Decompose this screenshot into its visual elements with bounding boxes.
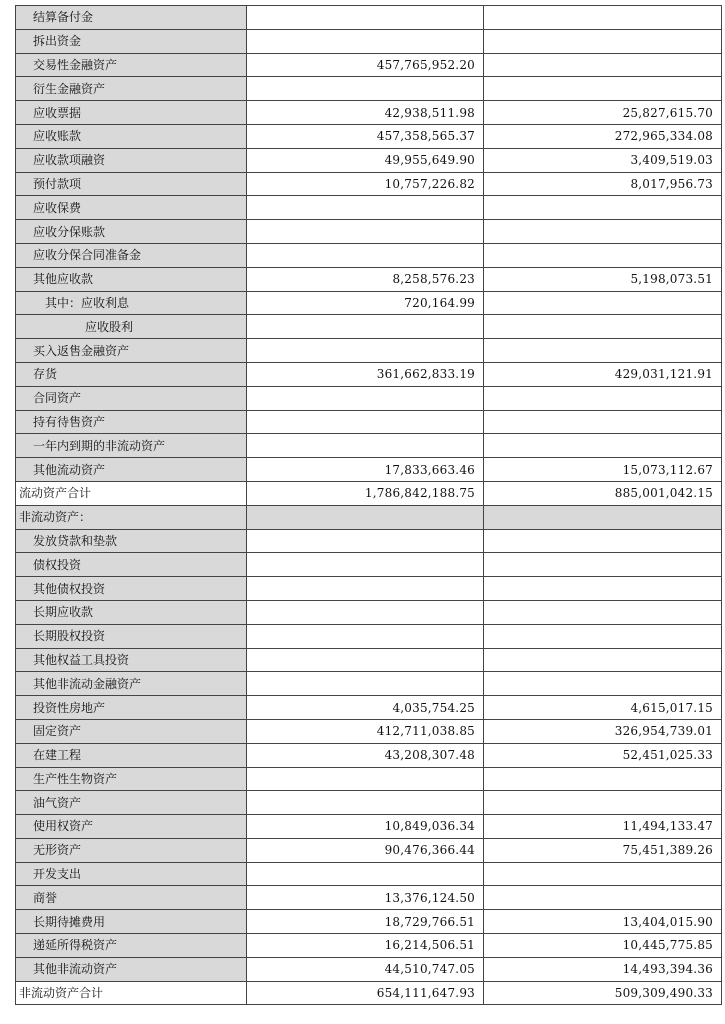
current-value: 10,757,226.82 bbox=[247, 172, 484, 196]
table-row bbox=[16, 672, 722, 696]
row-label: 预付款项 bbox=[16, 172, 247, 196]
table-row bbox=[16, 529, 722, 553]
table-row bbox=[16, 743, 722, 767]
current-value: 13,376,124.50 bbox=[247, 886, 484, 910]
current-value: 654,111,647.93 bbox=[247, 981, 484, 1005]
previous-value: 15,073,112.67 bbox=[484, 458, 722, 482]
row-label: 拆出资金 bbox=[16, 29, 247, 53]
previous-value: 3,409,519.03 bbox=[484, 148, 722, 172]
previous-value: 14,493,394.36 bbox=[484, 957, 722, 981]
table-row bbox=[16, 148, 722, 172]
table-row bbox=[16, 862, 722, 886]
row-label: 投资性房地产 bbox=[16, 696, 247, 720]
current-value: 361,662,833.19 bbox=[247, 362, 484, 386]
current-value bbox=[247, 529, 484, 553]
current-value: 90,476,366.44 bbox=[247, 838, 484, 862]
current-value bbox=[247, 6, 484, 30]
table-row bbox=[16, 815, 722, 839]
table-row bbox=[16, 77, 722, 101]
table-row bbox=[16, 767, 722, 791]
table-row bbox=[16, 838, 722, 862]
row-label: 合同资产 bbox=[16, 386, 247, 410]
row-label: 一年内到期的非流动资产 bbox=[16, 434, 247, 458]
row-label: 发放贷款和垫款 bbox=[16, 529, 247, 553]
table-row bbox=[16, 124, 722, 148]
previous-value: 11,494,133.47 bbox=[484, 815, 722, 839]
previous-value bbox=[484, 862, 722, 886]
table-row bbox=[16, 577, 722, 601]
row-label: 其他非流动资产 bbox=[16, 957, 247, 981]
current-value bbox=[247, 339, 484, 363]
previous-value bbox=[484, 243, 722, 267]
current-value: 1,786,842,188.75 bbox=[247, 481, 484, 505]
previous-value bbox=[484, 672, 722, 696]
previous-value: 509,309,490.33 bbox=[484, 981, 722, 1005]
section-header-row bbox=[16, 505, 722, 529]
current-value: 18,729,766.51 bbox=[247, 910, 484, 934]
table-row bbox=[16, 624, 722, 648]
table-row bbox=[16, 101, 722, 125]
previous-value bbox=[484, 53, 722, 77]
table-row bbox=[16, 886, 722, 910]
previous-value: 5,198,073.51 bbox=[484, 267, 722, 291]
row-label: 应收分保合同准备金 bbox=[16, 243, 247, 267]
row-label: 生产性生物资产 bbox=[16, 767, 247, 791]
previous-value: 13,404,015.90 bbox=[484, 910, 722, 934]
row-label: 其他流动资产 bbox=[16, 458, 247, 482]
previous-value bbox=[484, 315, 722, 339]
row-label: 无形资产 bbox=[16, 838, 247, 862]
row-label: 衍生金融资产 bbox=[16, 77, 247, 101]
previous-value: 4,615,017.15 bbox=[484, 696, 722, 720]
current-value bbox=[247, 315, 484, 339]
table-row bbox=[16, 243, 722, 267]
row-label: 其他债权投资 bbox=[16, 577, 247, 601]
table-row bbox=[16, 29, 722, 53]
previous-value bbox=[484, 291, 722, 315]
row-label: 持有待售资产 bbox=[16, 410, 247, 434]
row-label: 固定资产 bbox=[16, 719, 247, 743]
current-value bbox=[247, 386, 484, 410]
row-label: 买入返售金融资产 bbox=[16, 339, 247, 363]
current-value bbox=[247, 600, 484, 624]
row-label: 递延所得税资产 bbox=[16, 934, 247, 958]
table-row bbox=[16, 291, 722, 315]
table-row bbox=[16, 553, 722, 577]
table-row bbox=[16, 220, 722, 244]
previous-value bbox=[484, 196, 722, 220]
table-row bbox=[16, 53, 722, 77]
previous-value bbox=[484, 624, 722, 648]
row-label: 长期股权投资 bbox=[16, 624, 247, 648]
row-label: 应收股利 bbox=[16, 315, 247, 339]
current-value: 49,955,649.90 bbox=[247, 148, 484, 172]
previous-value: 10,445,775.85 bbox=[484, 934, 722, 958]
row-label: 油气资产 bbox=[16, 791, 247, 815]
previous-value bbox=[484, 505, 722, 529]
previous-value bbox=[484, 600, 722, 624]
previous-value: 429,031,121.91 bbox=[484, 362, 722, 386]
previous-value: 75,451,389.26 bbox=[484, 838, 722, 862]
row-label: 存货 bbox=[16, 362, 247, 386]
row-label: 债权投资 bbox=[16, 553, 247, 577]
previous-value bbox=[484, 29, 722, 53]
current-value bbox=[247, 624, 484, 648]
table-row bbox=[16, 600, 722, 624]
table-row bbox=[16, 648, 722, 672]
row-label: 应收保费 bbox=[16, 196, 247, 220]
current-value bbox=[247, 505, 484, 529]
current-value: 457,765,952.20 bbox=[247, 53, 484, 77]
current-value: 43,208,307.48 bbox=[247, 743, 484, 767]
previous-value: 326,954,739.01 bbox=[484, 719, 722, 743]
previous-value: 25,827,615.70 bbox=[484, 101, 722, 125]
table-row bbox=[16, 934, 722, 958]
row-label: 流动资产合计 bbox=[16, 481, 247, 505]
current-value bbox=[247, 672, 484, 696]
table-row bbox=[16, 6, 722, 30]
row-label: 应收款项融资 bbox=[16, 148, 247, 172]
current-value bbox=[247, 577, 484, 601]
row-label: 使用权资产 bbox=[16, 815, 247, 839]
current-value bbox=[247, 434, 484, 458]
table-row bbox=[16, 434, 722, 458]
row-label: 其他非流动金融资产 bbox=[16, 672, 247, 696]
current-value bbox=[247, 553, 484, 577]
balance-sheet-table bbox=[15, 5, 722, 1005]
table-row bbox=[16, 791, 722, 815]
current-value bbox=[247, 220, 484, 244]
current-value bbox=[247, 862, 484, 886]
previous-value: 8,017,956.73 bbox=[484, 172, 722, 196]
previous-value bbox=[484, 791, 722, 815]
previous-value bbox=[484, 410, 722, 434]
previous-value bbox=[484, 529, 722, 553]
row-label: 在建工程 bbox=[16, 743, 247, 767]
current-value bbox=[247, 243, 484, 267]
row-label: 其他权益工具投资 bbox=[16, 648, 247, 672]
previous-value bbox=[484, 886, 722, 910]
row-label: 长期待摊费用 bbox=[16, 910, 247, 934]
previous-value: 52,451,025.33 bbox=[484, 743, 722, 767]
current-value: 10,849,036.34 bbox=[247, 815, 484, 839]
previous-value bbox=[484, 6, 722, 30]
table-row bbox=[16, 386, 722, 410]
table-row bbox=[16, 267, 722, 291]
current-value bbox=[247, 410, 484, 434]
current-value: 16,214,506.51 bbox=[247, 934, 484, 958]
table-row bbox=[16, 458, 722, 482]
row-label: 商誉 bbox=[16, 886, 247, 910]
current-value: 412,711,038.85 bbox=[247, 719, 484, 743]
previous-value bbox=[484, 339, 722, 363]
section-label: 非流动资产： bbox=[16, 505, 247, 529]
row-label: 应收票据 bbox=[16, 101, 247, 125]
current-value bbox=[247, 196, 484, 220]
total-row bbox=[16, 981, 722, 1005]
previous-value bbox=[484, 577, 722, 601]
row-label: 长期应收款 bbox=[16, 600, 247, 624]
row-label: 应收账款 bbox=[16, 124, 247, 148]
previous-value bbox=[484, 767, 722, 791]
table-row bbox=[16, 339, 722, 363]
current-value: 8,258,576.23 bbox=[247, 267, 484, 291]
row-label: 非流动资产合计 bbox=[16, 981, 247, 1005]
subtotal-row bbox=[16, 481, 722, 505]
current-value: 4,035,754.25 bbox=[247, 696, 484, 720]
previous-value bbox=[484, 77, 722, 101]
current-value: 457,358,565.37 bbox=[247, 124, 484, 148]
table-row bbox=[16, 196, 722, 220]
table-row bbox=[16, 362, 722, 386]
table-row bbox=[16, 696, 722, 720]
row-label: 开发支出 bbox=[16, 862, 247, 886]
current-value: 44,510,747.05 bbox=[247, 957, 484, 981]
table-row bbox=[16, 410, 722, 434]
previous-value bbox=[484, 648, 722, 672]
previous-value bbox=[484, 434, 722, 458]
current-value: 17,833,663.46 bbox=[247, 458, 484, 482]
current-value: 720,164.99 bbox=[247, 291, 484, 315]
current-value: 42,938,511.98 bbox=[247, 101, 484, 125]
previous-value bbox=[484, 386, 722, 410]
current-value bbox=[247, 791, 484, 815]
current-value bbox=[247, 767, 484, 791]
table-row bbox=[16, 910, 722, 934]
table-row bbox=[16, 957, 722, 981]
row-label: 应收分保账款 bbox=[16, 220, 247, 244]
row-label: 结算备付金 bbox=[16, 6, 247, 30]
current-value bbox=[247, 77, 484, 101]
table-row bbox=[16, 719, 722, 743]
previous-value: 885,001,042.15 bbox=[484, 481, 722, 505]
current-value bbox=[247, 648, 484, 672]
table-row bbox=[16, 315, 722, 339]
current-value bbox=[247, 29, 484, 53]
previous-value bbox=[484, 553, 722, 577]
previous-value: 272,965,334.08 bbox=[484, 124, 722, 148]
table-row bbox=[16, 172, 722, 196]
row-label: 交易性金融资产 bbox=[16, 53, 247, 77]
row-label: 其中：应收利息 bbox=[16, 291, 247, 315]
previous-value bbox=[484, 220, 722, 244]
row-label: 其他应收款 bbox=[16, 267, 247, 291]
